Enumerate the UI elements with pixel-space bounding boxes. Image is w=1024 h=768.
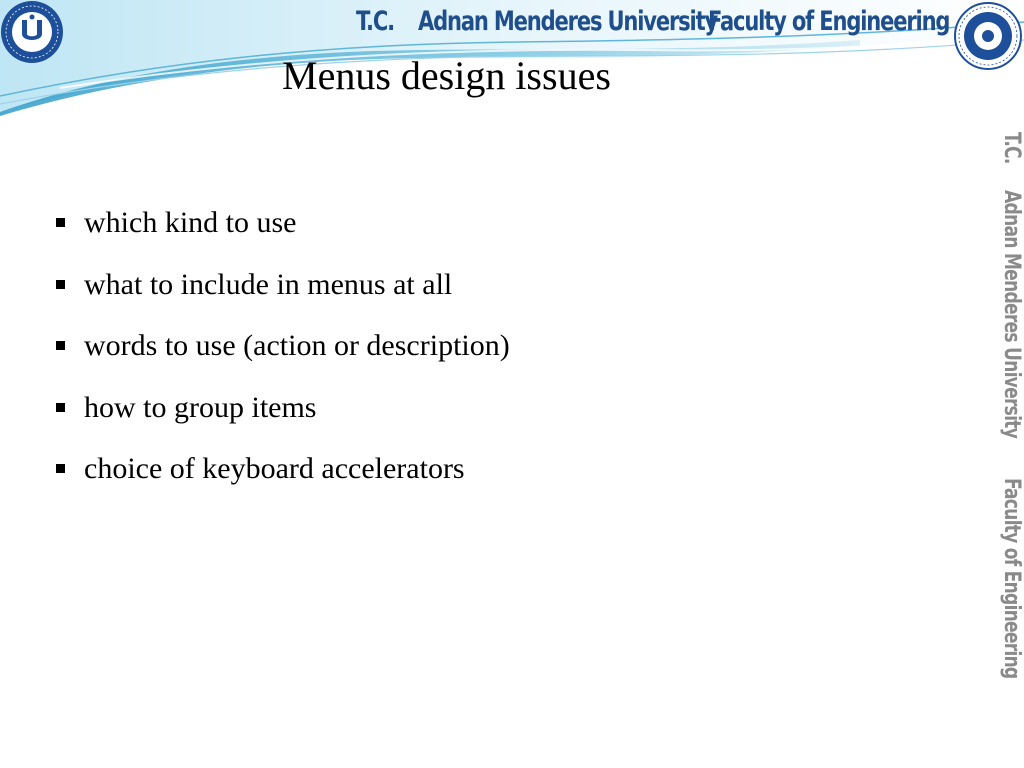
square-bullet-icon	[56, 464, 65, 473]
header-university: Adnan Menderes University	[418, 6, 718, 37]
square-bullet-icon	[56, 218, 65, 227]
bullet-text: choice of keyboard accelerators	[84, 452, 465, 485]
bullet-item	[54, 385, 510, 447]
bullet-item	[54, 200, 510, 262]
bullet-item	[54, 323, 510, 385]
bullet-text: words to use (action or description)	[84, 329, 510, 362]
slide-title: Menus design issues	[282, 53, 611, 98]
header-title-bar	[0, 4, 1024, 44]
side-university: Adnan Menderes University	[999, 190, 1024, 439]
header-faculty: Faculty of Engineering	[708, 6, 950, 37]
side-faculty: Faculty of Engineering	[999, 478, 1024, 679]
square-bullet-icon	[56, 403, 65, 412]
bullet-text: which kind to use	[84, 206, 297, 239]
header-tc: T.C.	[356, 6, 394, 37]
bullet-item	[54, 446, 510, 508]
bullet-list	[54, 200, 510, 508]
side-watermark-text	[998, 132, 1024, 682]
square-bullet-icon	[56, 280, 65, 289]
bullet-text: what to include in menus at all	[84, 267, 453, 301]
side-watermark	[998, 132, 1024, 682]
bullet-text: how to group items	[84, 390, 317, 424]
side-tc: T.C.	[999, 132, 1024, 164]
square-bullet-icon	[56, 341, 65, 350]
bullet-item	[54, 262, 510, 324]
